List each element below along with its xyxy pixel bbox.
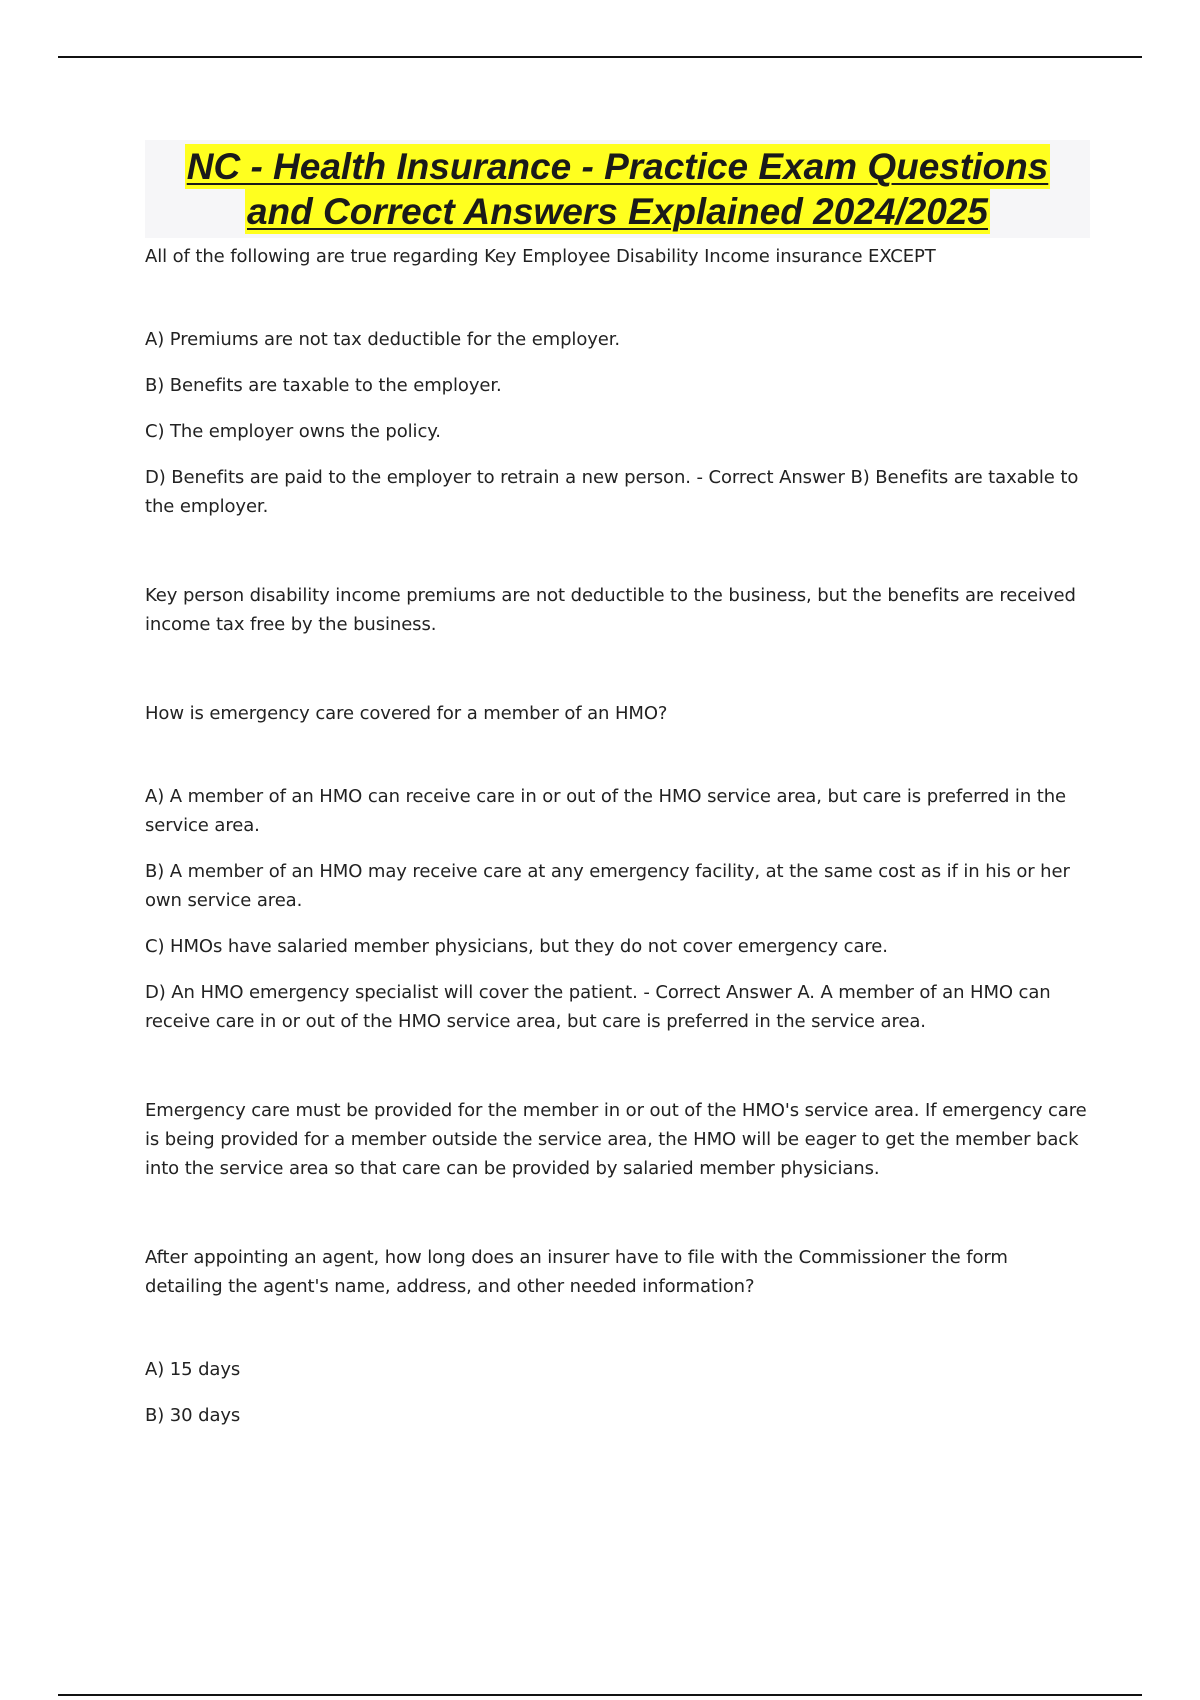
q1-option-b: B) Benefits are taxable to the employer.	[145, 375, 502, 396]
q3-option-a: A) 15 days	[145, 1359, 241, 1380]
q2-option-b: B) A member of an HMO may receive care at any emergency facility, at the same cost as if in his or her own service area.	[145, 861, 1070, 911]
title-line-1: NC - Health Insurance - Practice Exam Questions	[186, 146, 1049, 187]
question-2: How is emergency care covered for a member of an HMO?	[145, 703, 668, 724]
q1-option-c: C) The employer owns the policy.	[145, 421, 441, 442]
q2-option-c: C) HMOs have salaried member physicians, but they do not cover emergency care.	[145, 936, 888, 957]
question-3: After appointing an agent, how long does an insurer have to file with the Commissioner the form detailing the agent's name, address, and other needed information?	[145, 1247, 1008, 1297]
q2-option-a: A) A member of an HMO can receive care in or out of the HMO service area, but care is preferred in the service area.	[145, 786, 1067, 836]
question-1: All of the following are true regarding Key Employee Disability Income insurance EXCEPT	[145, 246, 936, 267]
q3-option-b: B) 30 days	[145, 1405, 241, 1426]
bottom-rule	[58, 1694, 1142, 1696]
top-rule	[58, 56, 1142, 58]
q1-explanation: Key person disability income premiums are not deductible to the business, but the benefits are received income tax free by the business.	[145, 585, 1076, 635]
document-title	[145, 140, 1090, 238]
q2-explanation: Emergency care must be provided for the member in or out of the HMO's service area. If emergency care is being provided for a member outside the service area, the HMO will be eager to get the member back into the service area so that care can be provided by salaried member physicians.	[145, 1100, 1087, 1179]
q2-option-d: D) An HMO emergency specialist will cover the patient. - Correct Answer A. A member of an HMO can receive care in or out of the HMO service area, but care is preferred in the service area.	[145, 982, 1051, 1032]
q1-option-a: A) Premiums are not tax deductible for the employer.	[145, 329, 621, 350]
title-line-2: and Correct Answers Explained 2024/2025	[246, 191, 989, 232]
document-body	[145, 140, 1090, 1430]
q1-option-d: D) Benefits are paid to the employer to retrain a new person. - Correct Answer B) Benefits are taxable to the employer.	[145, 467, 1079, 517]
